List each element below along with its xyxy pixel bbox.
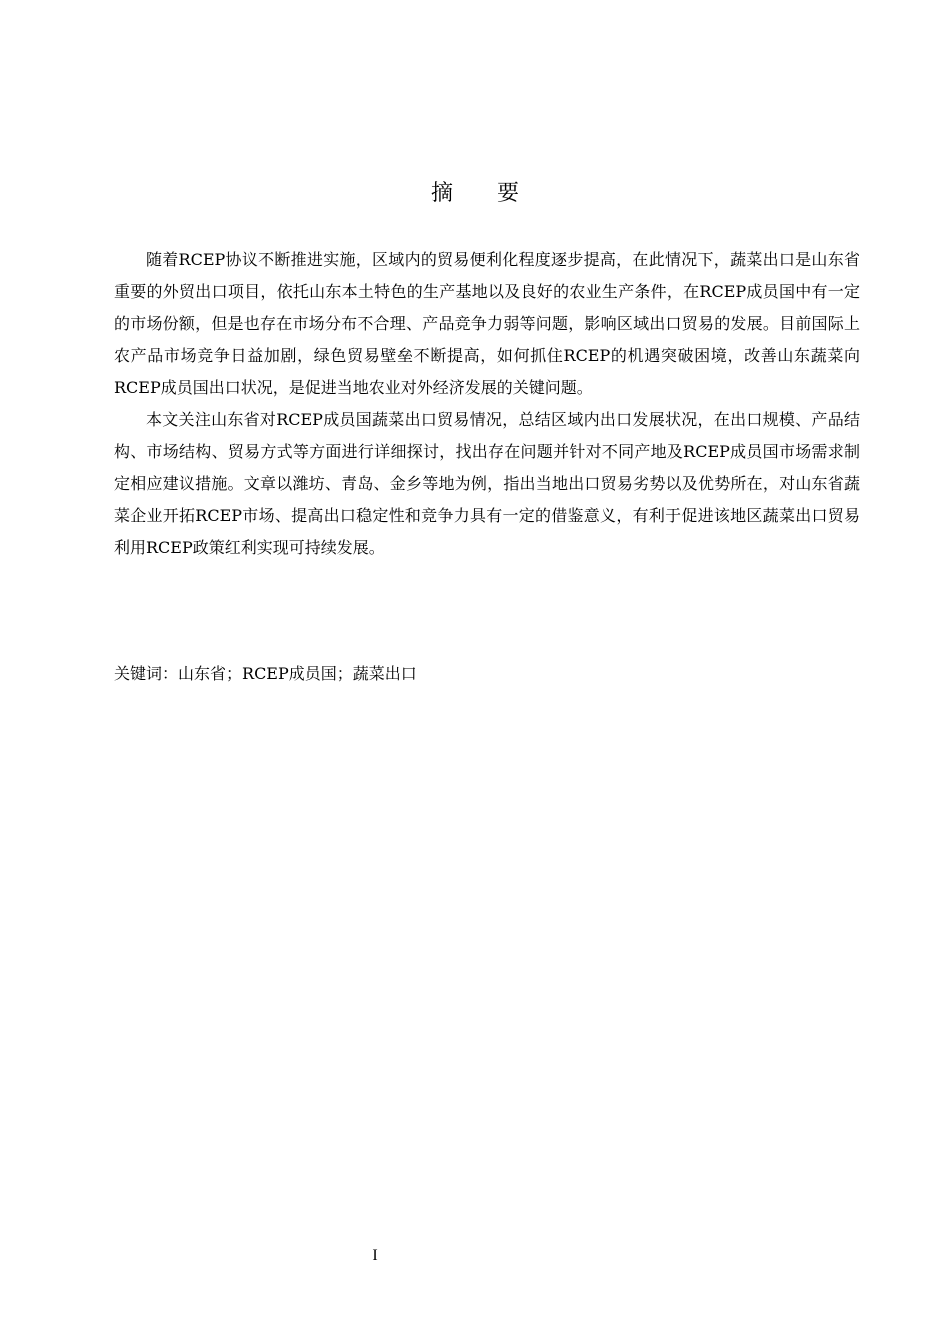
abstract-body [114,244,860,564]
abstract-title-char-1: 摘 [430,181,453,206]
keywords-line [114,658,860,690]
abstract-paragraph-1: 随着RCEP协议不断推进实施，区域内的贸易便利化程度逐步提高，在此情况下，蔬菜出口是山东省重要的外贸出口项目，依托山东本土特色的生产基地以及良好的农业生产条件，在RCEP成员国中有一定的市场份额，但是也存在市场分布不合理、产品竞争力弱等问题，影响区域出口贸易的发展。目前国际上农产品市场竞争日益加剧，绿色贸易壁垒不断提高，如何抓住RCEP的机遇突破困境，改善山东蔬菜向RCEP成员国出口状况，是促进当地农业对外经济发展的关键问题。 [114,250,860,397]
page-number: I [372,1247,378,1264]
keywords-value: 山东省；RCEP成员国；蔬菜出口 [178,664,417,683]
abstract-title [0,176,950,212]
abstract-title-char-2: 要 [497,181,520,206]
abstract-paragraph-2: 本文关注山东省对RCEP成员国蔬菜出口贸易情况，总结区域内出口发展状况，在出口规模、产品结构、市场结构、贸易方式等方面进行详细探讨，找出存在问题并针对不同产地及RCEP成员国市场需求制定相应建议措施。文章以潍坊、青岛、金乡等地为例，指出当地出口贸易劣势以及优势所在，对山东省蔬菜企业开拓RCEP市场、提高出口稳定性和竞争力具有一定的借鉴意义，有利于促进该地区蔬菜出口贸易利用RCEP政策红利实现可持续发展。 [114,410,860,557]
keywords-label: 关键词： [114,664,179,683]
